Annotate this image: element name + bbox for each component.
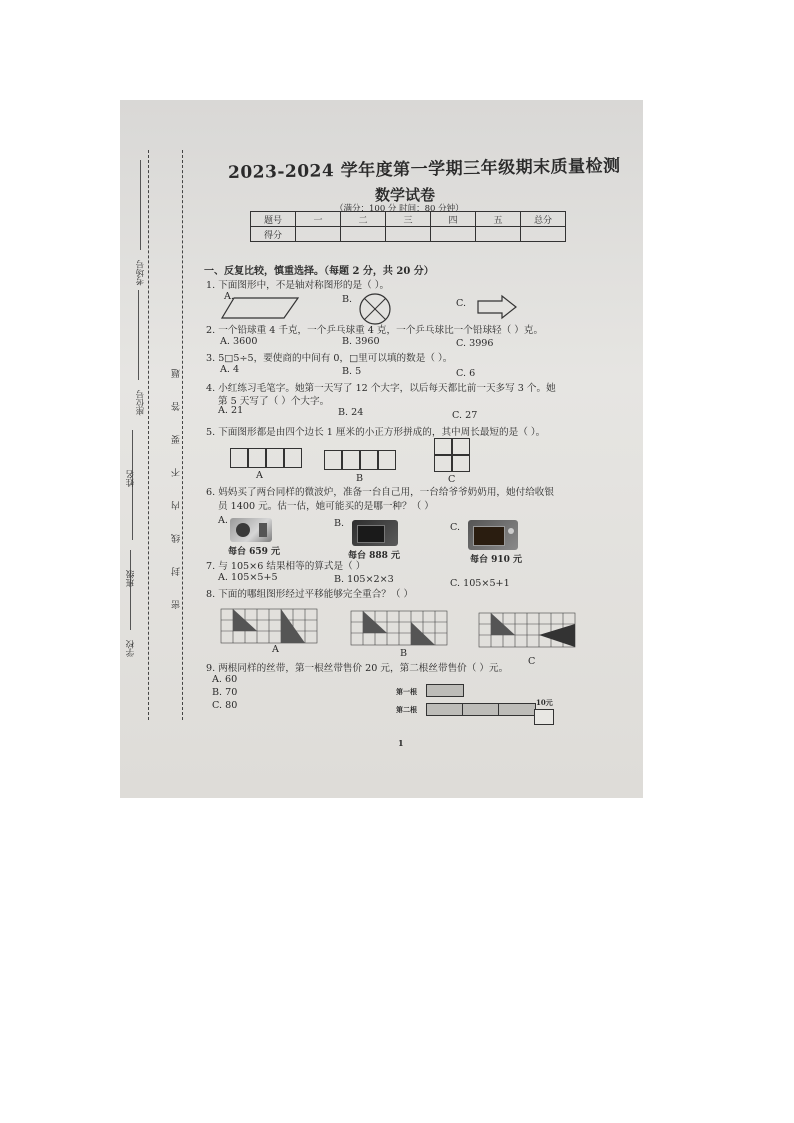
score-table: [250, 211, 566, 242]
q4-option-c: C. 27: [452, 410, 478, 421]
q8-text: 8. 下面的哪组图形经过平移能够完全重合？（ ）: [206, 589, 414, 600]
q7-option-c: C. 105×5+1: [450, 578, 510, 589]
ribbon1-label: 第一根: [396, 687, 417, 696]
q5-figure-a: [230, 448, 302, 468]
q9-option-b: B. 70: [212, 687, 238, 698]
score-cell: [296, 227, 341, 242]
q4-option-a: A. 21: [218, 405, 244, 416]
score-header-cell: 二: [341, 212, 386, 227]
q9-option-c: C. 80: [212, 700, 238, 711]
oven-c-image: [468, 520, 518, 550]
q8-figure-a: [220, 608, 318, 644]
side-seat-label: 座位号: [136, 390, 146, 416]
q2-text: 2. 一个铅球重 4 千克，一个乒乓球重 4 克，一个乒乓球比一个铅球轻（ ）克。: [206, 325, 544, 336]
q7-option-b: B. 105×2×3: [334, 574, 394, 585]
room-line: [140, 160, 141, 250]
score-cell: [521, 227, 566, 242]
q8-figure-c: [478, 612, 576, 648]
arrow-figure: [476, 294, 518, 320]
exam-paper: [120, 100, 643, 798]
ribbon1-bar: [426, 684, 464, 697]
score-header-cell: 四: [431, 212, 476, 227]
microwave-b-image: [352, 520, 398, 546]
score-header-cell: 一: [296, 212, 341, 227]
q6-price-c: 每台 910 元: [470, 555, 523, 565]
exam-title: 2023-2024 学年度第一学期三年级期末质量检测: [227, 156, 621, 183]
q6-text-line2: 员 1400 元。估一估，她可能买的是哪一种？（ ）: [218, 501, 434, 512]
q7-option-a: A. 105×5+5: [218, 572, 278, 583]
ribbon2-label: 第二根: [396, 705, 417, 714]
side-school-label: 学校: [126, 640, 136, 657]
q4-option-b: B. 24: [338, 407, 364, 418]
q3-option-c: C. 6: [456, 368, 476, 379]
score-header-cell: 总分: [521, 212, 566, 227]
side-name-label: 姓名: [126, 470, 136, 487]
q6-text: 6. 妈妈买了两台同样的微波炉，准备一台自己用，一台给爷爷奶奶用，她付给收银: [206, 487, 554, 498]
side-room-label: 考场号: [136, 260, 146, 286]
q8-label-c: C: [528, 656, 536, 667]
q1-option-c: C.: [456, 298, 467, 309]
side-class-label: 班级: [126, 570, 136, 587]
microwave-a-image: [230, 518, 272, 542]
score-cell: [431, 227, 476, 242]
score-header-cell: 题号: [251, 212, 296, 227]
ribbon2-bar: [426, 703, 536, 716]
scanned-photo: [120, 100, 643, 798]
seat-line: [138, 290, 139, 380]
section1-heading: 一、反复比较，慎重选择。（每题 2 分，共 20 分）: [204, 266, 434, 277]
q8-figure-b: [350, 610, 448, 646]
q6-option-b: B.: [334, 518, 345, 529]
exam-subtitle: 数学试卷: [375, 186, 436, 204]
score-header-cell: 三: [386, 212, 431, 227]
q6-price-a: 每台 659 元: [228, 547, 281, 557]
q6-option-c: C.: [450, 522, 461, 533]
q4-text-line2: 第 5 天写了（ ）个大字。: [218, 396, 330, 407]
seal-dashed-line: [148, 150, 149, 720]
q6-option-a: A.: [218, 515, 228, 526]
school-line: [130, 550, 131, 630]
q5-label-c: C: [448, 474, 456, 485]
q5-text: 5. 下面图形都是由四个边长 1 厘米的小正方形拼成的，其中周长最短的是（ ）。: [206, 427, 546, 438]
parallelogram-figure: [220, 296, 300, 320]
q8-label-a: A: [272, 644, 279, 655]
q1-text: 1. 下面图形中，不是轴对称图形的是（ ）。: [206, 280, 390, 291]
q7-text: 7. 与 105×6 结果相等的算式是（ ）: [206, 561, 366, 572]
seal-notice: 密封线内不要答题: [172, 345, 182, 609]
q3-text: 3. 5□5÷5，要使商的中间有 0，□里可以填的数是（ ）。: [206, 353, 453, 364]
score-cell: [341, 227, 386, 242]
exam-info: （满分：100 分 时间：80 分钟）: [335, 204, 464, 214]
q5-figure-c: [434, 438, 470, 472]
q5-label-a: A: [256, 470, 263, 481]
q2-option-a: A. 3600: [220, 336, 258, 347]
score-cell: [476, 227, 521, 242]
q5-label-b: B: [356, 473, 364, 484]
q1-option-a: A.: [224, 291, 234, 302]
q2-option-c: C. 3996: [456, 338, 494, 349]
score-header-cell: 五: [476, 212, 521, 227]
q4-text: 4. 小红练习毛笔字。她第一天写了 12 个大字，以后每天都比前一天多写 3 个。她: [206, 383, 556, 394]
q5-figure-b: [324, 450, 396, 470]
score-cell: [386, 227, 431, 242]
circle-cross-figure: [358, 292, 392, 326]
ribbon2-extra: [534, 709, 554, 725]
ribbon-extra-label: 10元: [536, 698, 553, 707]
q2-option-b: B. 3960: [342, 336, 380, 347]
q8-label-b: B: [400, 648, 408, 659]
q1-option-b: B.: [342, 294, 353, 305]
page-number: 1: [398, 738, 404, 748]
q9-text: 9. 两根同样的丝带，第一根丝带售价 20 元，第二根丝带售价（ ）元。: [206, 663, 509, 674]
q9-option-a: A. 60: [212, 674, 238, 685]
q3-option-a: A. 4: [220, 364, 240, 375]
q3-option-b: B. 5: [342, 366, 362, 377]
q6-price-b: 每台 888 元: [348, 551, 401, 561]
score-row-label: 得分: [251, 227, 296, 242]
